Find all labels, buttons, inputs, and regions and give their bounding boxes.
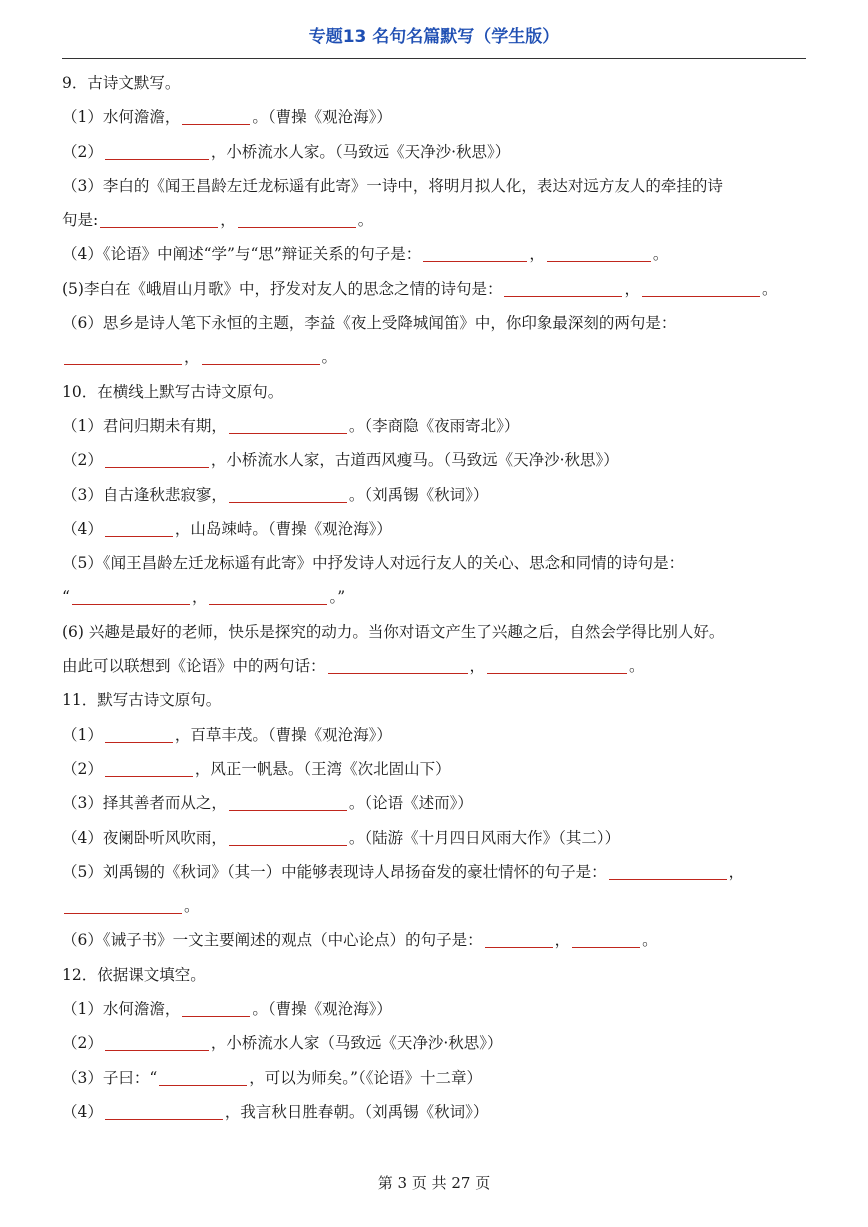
q10-item-1: （1）君问归期未有期， 。（李商隐《夜雨寄北》）	[62, 416, 520, 435]
answer-blank[interactable]	[485, 929, 553, 948]
answer-blank[interactable]	[159, 1067, 247, 1086]
q11-item-5-part1: （5）刘禹锡的《秋词》（其一）中能够表现诗人昂扬奋发的豪壮情怀的句子是： ，	[62, 862, 745, 881]
document-title: 专题13 名句名篇默写（学生版）	[308, 27, 560, 47]
question-12-heading: 12．依据课文填空。	[62, 965, 206, 984]
answer-blank[interactable]	[202, 346, 320, 365]
q9-item-6-part1: （6）思乡是诗人笔下永恒的主题，李益《夜上受降城闻笛》中，你印象最深刻的两句是：	[62, 314, 677, 333]
question-10-heading: 10．在横线上默写古诗文原句。	[62, 382, 284, 401]
q11-item-5-part2: 。	[62, 889, 810, 923]
answer-blank[interactable]	[238, 209, 356, 228]
q9-item-1: （1）水何澹澹， 。（曹操《观沧海》）	[62, 108, 392, 127]
answer-blank[interactable]	[547, 243, 651, 262]
answer-blank[interactable]	[64, 346, 182, 365]
q9-item-3-part1: （3）李白的《闻王昌龄左迁龙标遥有此寄》一诗中，将明月拟人化，表达对远方友人的牵挂的诗	[62, 176, 723, 195]
q9-item-4: （4）《论语》中阐述“学”与“思”辩证关系的句子是： ， 。	[62, 245, 669, 264]
q10-item-5-part1: （5）《闻王昌龄左迁龙标遥有此寄》中抒发诗人对远行友人的关心、思念和同情的诗句是：	[62, 554, 685, 573]
q10-item-5-part2: “ ， 。”	[62, 588, 346, 607]
q10-item-2: （2） ，小桥流水人家，古道西风瘦马。（马致远《天净沙·秋思》）	[62, 451, 619, 470]
answer-blank[interactable]	[229, 415, 347, 434]
answer-blank[interactable]	[504, 278, 622, 297]
answer-blank[interactable]	[182, 998, 250, 1017]
q12-item-2: （2） ，小桥流水人家（马致远《天净沙·秋思》）	[62, 1034, 503, 1053]
page-number: 第 3 页 共 27 页	[377, 1174, 491, 1192]
answer-blank[interactable]	[209, 586, 327, 605]
q9-item-2: （2） ，小桥流水人家。（马致远《天净沙·秋思》）	[62, 142, 511, 161]
answer-blank[interactable]	[609, 861, 727, 880]
answer-blank[interactable]	[229, 484, 347, 503]
answer-blank[interactable]	[105, 1032, 209, 1051]
q9-item-5: (5)李白在《峨眉山月歌》中，抒发对友人的思念之情的诗句是： ， 。	[62, 279, 778, 298]
answer-blank[interactable]	[229, 827, 347, 846]
answer-blank[interactable]	[423, 243, 527, 262]
question-11-heading: 11．默写古诗文原句。	[62, 691, 222, 710]
answer-blank[interactable]	[105, 449, 209, 468]
header-divider	[62, 58, 806, 59]
q10-item-4: （4） ，山岛竦峙。（曹操《观沧海》）	[62, 519, 392, 538]
answer-blank[interactable]	[72, 586, 190, 605]
answer-blank[interactable]	[328, 655, 468, 674]
answer-blank[interactable]	[105, 758, 193, 777]
answer-blank[interactable]	[105, 724, 173, 743]
answer-blank[interactable]	[487, 655, 627, 674]
q12-item-1: （1）水何澹澹， 。（曹操《观沧海》）	[62, 1000, 392, 1019]
answer-blank[interactable]	[105, 1101, 223, 1120]
answer-blank[interactable]	[100, 209, 218, 228]
q12-item-4: （4） ，我言秋日胜春朝。（刘禹锡《秋词》）	[62, 1102, 489, 1121]
q10-item-6-part2: 由此可以联想到《论语》中的两句话： ， 。	[62, 657, 645, 676]
answer-blank[interactable]	[105, 141, 209, 160]
question-9-heading: 9．古诗文默写。	[62, 74, 181, 92]
q11-item-4: （4）夜阑卧听风吹雨， 。（陆游《十月四日风雨大作》（其二））	[62, 828, 621, 847]
q11-item-6: （6）《诫子书》一文主要阐述的观点（中心论点）的句子是： ， 。	[62, 931, 658, 950]
answer-blank[interactable]	[105, 518, 173, 537]
q11-item-3: （3）择其善者而从之， 。（论语《述而》）	[62, 794, 473, 813]
page-content	[62, 66, 810, 1129]
answer-blank[interactable]	[182, 106, 250, 125]
q10-item-6-part1: (6) 兴趣是最好的老师，快乐是探究的动力。当你对语文产生了兴趣之后，自然会学得比别人好。	[62, 622, 725, 641]
q9-item-6-part2: ， 。	[62, 340, 810, 374]
q11-item-1: （1） ，百草丰茂。（曹操《观沧海》）	[62, 725, 392, 744]
q12-item-3: （3）子曰：“ ，可以为师矣。”（《论语》十二章）	[62, 1068, 482, 1087]
answer-blank[interactable]	[64, 895, 182, 914]
answer-blank[interactable]	[642, 278, 760, 297]
answer-blank[interactable]	[572, 929, 640, 948]
answer-blank[interactable]	[229, 792, 347, 811]
q10-item-3: （3）自古逢秋悲寂寥， 。（刘禹锡《秋词》）	[62, 485, 489, 504]
q11-item-2: （2） ，风正一帆悬。（王湾《次北固山下）	[62, 759, 451, 778]
q9-item-3-part2: 句是: ， 。	[62, 211, 374, 230]
